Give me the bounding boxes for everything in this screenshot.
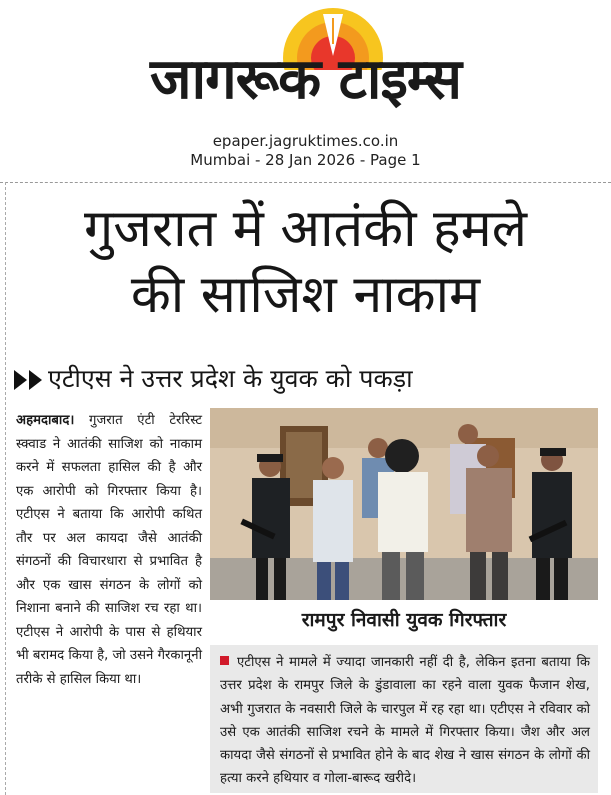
article-headline	[10, 196, 601, 328]
top-divider	[0, 182, 611, 183]
article-subheadline: एटीएस ने उत्तर प्रदेश के युवक को पकड़ा	[48, 364, 413, 393]
red-square-bullet-icon	[220, 656, 229, 665]
body-text: गुजरात एंटी टेररिस्ट स्क्वाड ने आतंकी साजिश को नाकाम करने में सफलता हासिल की है और एक आरोपी को गिरफ्तार किया है। एटीएस ने बताया कि आरोपी कथित तौर पर अल कायदा जैसे आतंकी संगठनों की विचारधारा से प्रभावित है और एक खास संगठन के लोगों को निशाना बनाने की साजिश रच रहा था। एटीएस ने आरोपी के पास से हथियार भी बरामद किया है, जो उसने गैरकानूनी तरीके से हासिल किया था।	[16, 413, 202, 687]
masthead	[0, 0, 611, 130]
edition-line: Mumbai - 28 Jan 2026 - Page 1	[190, 151, 421, 169]
arrest-photo	[210, 408, 598, 600]
article-body	[16, 409, 202, 691]
newspaper-logo[interactable]: जागरूक टाइम्स	[150, 47, 461, 112]
headline-line-1: गुजरात में आतंकी हमले	[83, 199, 528, 259]
photo-caption: रामपुर निवासी युवक गिरफ्तार	[210, 600, 598, 640]
headline-line-2: की साजिश नाकाम	[130, 265, 481, 325]
info-box	[210, 645, 598, 793]
dateline: अहमदाबाद।	[16, 413, 75, 428]
left-divider	[5, 182, 6, 795]
double-arrow-icon	[14, 368, 46, 392]
box-text: एटीएस ने मामले में ज्यादा जानकारी नहीं दी है, लेकिन इतना बताया कि उत्तर प्रदेश के रामपुर जिले के डुंडावाला का रहने वाला युवक फैजान शेख, अभी गुजरात के नवसारी जिले के चारपुल में रह रहा था। एटीएस ने रविवार को उसे एक आतंकी साजिश रचने के मामले में गिरफ्तार किया। जैश और अल कायदा जैसे संगठनों से प्रभावित होने के बाद शेख ने खास संगठन के लोगों की हत्या करने हथियार व गोला-बारूद खरीदे।	[220, 655, 590, 787]
edition-meta	[0, 132, 611, 170]
epaper-url[interactable]: epaper.jagruktimes.co.in	[212, 132, 399, 150]
